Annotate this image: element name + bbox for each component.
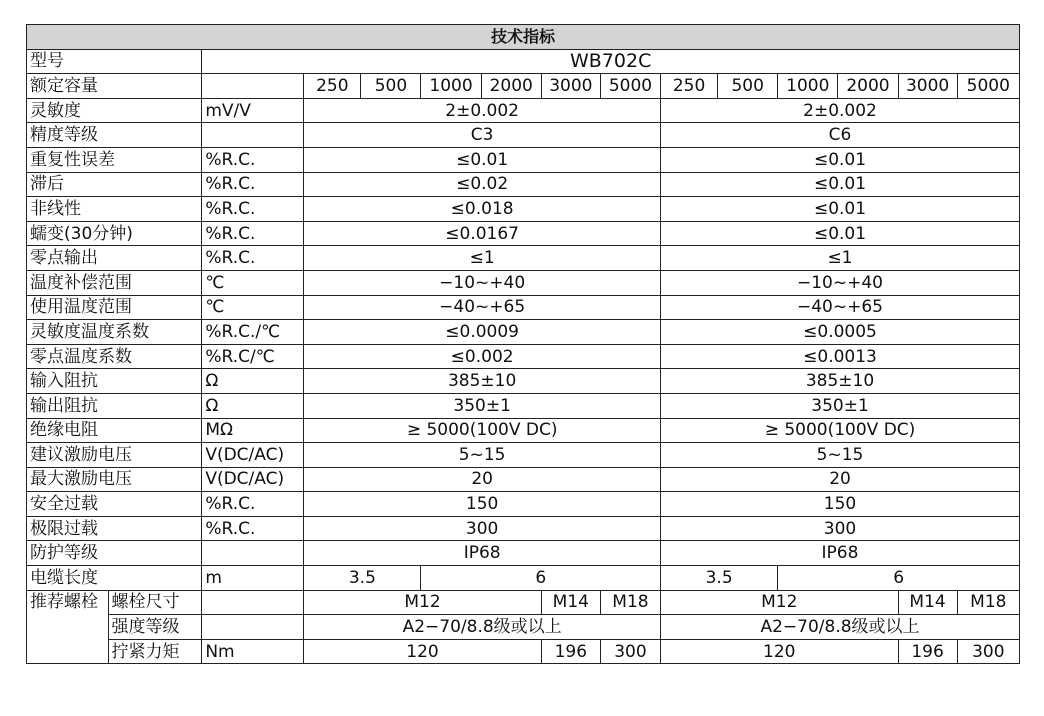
spec-row xyxy=(27,270,1020,295)
value-left: ≤1 xyxy=(304,246,661,271)
row-label: 蠕变(30分钟) xyxy=(27,221,202,246)
unit-cell: V(DC/AC) xyxy=(202,443,304,468)
value-right: 5~15 xyxy=(661,443,1020,468)
unit-cell: V(DC/AC) xyxy=(202,467,304,492)
value-left: 350±1 xyxy=(304,393,661,418)
unit-cell: MΩ xyxy=(202,418,304,443)
unit-cell: m xyxy=(202,566,304,591)
capacity-cell: 3000 xyxy=(541,74,600,99)
bolt-torque-row xyxy=(27,639,1020,664)
value-left: A2−70/8.8级或以上 xyxy=(304,615,661,640)
value-right: C6 xyxy=(661,123,1020,148)
spec-table xyxy=(26,24,1020,664)
unit-cell xyxy=(202,123,304,148)
value-left: ≤0.002 xyxy=(304,344,661,369)
row-label: 使用温度范围 xyxy=(27,295,202,320)
spec-row xyxy=(27,98,1020,123)
bolt-grade-row xyxy=(27,615,1020,640)
value-right: 385±10 xyxy=(661,369,1020,394)
row-label: 零点温度系数 xyxy=(27,344,202,369)
row-label: 建议激励电压 xyxy=(27,443,202,468)
value-right: −10~+40 xyxy=(661,270,1020,295)
value-left: ≤0.0009 xyxy=(304,320,661,345)
row-label: 零点输出 xyxy=(27,246,202,271)
value-left: 150 xyxy=(304,492,661,517)
value-right: ≤0.0005 xyxy=(661,320,1020,345)
row-label: 安全过载 xyxy=(27,492,202,517)
value-left: 120 xyxy=(304,639,542,664)
value-left: 300 xyxy=(600,639,660,664)
value-right: 196 xyxy=(898,639,957,664)
model-row xyxy=(27,49,1020,74)
row-label: 最大激励电压 xyxy=(27,467,202,492)
row-label: 极限过载 xyxy=(27,516,202,541)
spec-row xyxy=(27,516,1020,541)
spec-row xyxy=(27,172,1020,197)
spec-row xyxy=(27,467,1020,492)
spec-row xyxy=(27,541,1020,566)
value-left: M18 xyxy=(600,590,660,615)
value-right: 2±0.002 xyxy=(661,98,1020,123)
row-label: 输出阻抗 xyxy=(27,393,202,418)
row-label: 绝缘电阻 xyxy=(27,418,202,443)
value-right: ≤1 xyxy=(661,246,1020,271)
spec-row xyxy=(27,197,1020,222)
capacity-cell: 500 xyxy=(718,74,778,99)
unit-cell: %R.C/℃ xyxy=(202,344,304,369)
capacity-cell: 2000 xyxy=(838,74,898,99)
value-right: 300 xyxy=(661,516,1020,541)
row-label: 灵敏度温度系数 xyxy=(27,320,202,345)
value-left: ≤0.018 xyxy=(304,197,661,222)
capacity-row xyxy=(27,74,1020,99)
unit-cell: %R.C. xyxy=(202,516,304,541)
value-left: M12 xyxy=(304,590,542,615)
unit-cell: %R.C./℃ xyxy=(202,320,304,345)
value-right: 350±1 xyxy=(661,393,1020,418)
capacity-cell: 250 xyxy=(661,74,718,99)
value-right: ≤0.01 xyxy=(661,197,1020,222)
capacity-cell: 1000 xyxy=(778,74,838,99)
row-label: 温度补偿范围 xyxy=(27,270,202,295)
value-right: 150 xyxy=(661,492,1020,517)
value-left: M14 xyxy=(541,590,600,615)
sub-label: 强度等级 xyxy=(108,615,202,640)
bolt-size-row xyxy=(27,590,1020,615)
spec-row xyxy=(27,369,1020,394)
title-row xyxy=(27,25,1020,50)
value-right: 20 xyxy=(661,467,1020,492)
value-left: ≤0.01 xyxy=(304,147,661,172)
capacity-cell: 1000 xyxy=(421,74,481,99)
value-left: −40~+65 xyxy=(304,295,661,320)
value-left: 6 xyxy=(421,566,661,591)
spec-row xyxy=(27,320,1020,345)
row-label: 推荐螺栓 xyxy=(27,590,109,664)
value-left: 196 xyxy=(541,639,600,664)
sub-label: 拧紧力矩 xyxy=(108,639,202,664)
value-left: IP68 xyxy=(304,541,661,566)
unit-cell: %R.C. xyxy=(202,221,304,246)
unit-cell: ℃ xyxy=(202,270,304,295)
unit-cell: Nm xyxy=(202,639,304,664)
spec-row xyxy=(27,246,1020,271)
spec-row xyxy=(27,123,1020,148)
unit-cell: Ω xyxy=(202,393,304,418)
sub-label: 螺栓尺寸 xyxy=(108,590,202,615)
row-label: 输入阻抗 xyxy=(27,369,202,394)
row-label: 灵敏度 xyxy=(27,98,202,123)
value-left: ≤0.0167 xyxy=(304,221,661,246)
capacity-cell: 5000 xyxy=(957,74,1019,99)
spec-row xyxy=(27,295,1020,320)
unit-cell: %R.C. xyxy=(202,147,304,172)
capacity-cell: 250 xyxy=(304,74,361,99)
spec-row xyxy=(27,443,1020,468)
value-right: 6 xyxy=(778,566,1020,591)
unit-cell xyxy=(202,615,304,640)
cable-row xyxy=(27,566,1020,591)
row-label: 电缆长度 xyxy=(27,566,202,591)
value-right: IP68 xyxy=(661,541,1020,566)
value-right: ≤0.01 xyxy=(661,221,1020,246)
value-left: 300 xyxy=(304,516,661,541)
unit-cell xyxy=(202,74,304,99)
spec-row xyxy=(27,147,1020,172)
row-label: 防护等级 xyxy=(27,541,202,566)
row-label: 额定容量 xyxy=(27,74,202,99)
capacity-cell: 500 xyxy=(361,74,421,99)
spec-row xyxy=(27,492,1020,517)
spec-row xyxy=(27,344,1020,369)
value-left: ≤0.02 xyxy=(304,172,661,197)
row-label: 精度等级 xyxy=(27,123,202,148)
value-left: −10~+40 xyxy=(304,270,661,295)
value-right: M18 xyxy=(957,590,1019,615)
unit-cell: ℃ xyxy=(202,295,304,320)
value-right: ≤0.01 xyxy=(661,147,1020,172)
value-left: 2±0.002 xyxy=(304,98,661,123)
value-left: C3 xyxy=(304,123,661,148)
capacity-cell: 2000 xyxy=(481,74,541,99)
unit-cell xyxy=(202,541,304,566)
capacity-cell: 5000 xyxy=(600,74,660,99)
value-right: M12 xyxy=(661,590,899,615)
unit-cell: mV/V xyxy=(202,98,304,123)
model-value: WB702C xyxy=(202,49,1020,74)
spec-row xyxy=(27,221,1020,246)
value-right: −40~+65 xyxy=(661,295,1020,320)
value-left: ≥ 5000(100V DC) xyxy=(304,418,661,443)
row-label: 型号 xyxy=(27,49,202,74)
spec-row xyxy=(27,418,1020,443)
unit-cell xyxy=(202,590,304,615)
value-right: 3.5 xyxy=(661,566,778,591)
row-label: 滞后 xyxy=(27,172,202,197)
value-left: 3.5 xyxy=(304,566,421,591)
value-left: 385±10 xyxy=(304,369,661,394)
unit-cell: %R.C. xyxy=(202,492,304,517)
value-left: 5~15 xyxy=(304,443,661,468)
unit-cell: %R.C. xyxy=(202,172,304,197)
value-right: A2−70/8.8级或以上 xyxy=(661,615,1020,640)
spec-row xyxy=(27,393,1020,418)
unit-cell: %R.C. xyxy=(202,246,304,271)
capacity-cell: 3000 xyxy=(898,74,957,99)
value-right: 120 xyxy=(661,639,899,664)
row-label: 非线性 xyxy=(27,197,202,222)
value-right: ≤0.0013 xyxy=(661,344,1020,369)
row-label: 重复性误差 xyxy=(27,147,202,172)
value-right: ≥ 5000(100V DC) xyxy=(661,418,1020,443)
unit-cell: Ω xyxy=(202,369,304,394)
unit-cell: %R.C. xyxy=(202,197,304,222)
value-right: 300 xyxy=(957,639,1019,664)
value-right: M14 xyxy=(898,590,957,615)
value-left: 20 xyxy=(304,467,661,492)
value-right: ≤0.01 xyxy=(661,172,1020,197)
table-title: 技术指标 xyxy=(27,25,1020,50)
